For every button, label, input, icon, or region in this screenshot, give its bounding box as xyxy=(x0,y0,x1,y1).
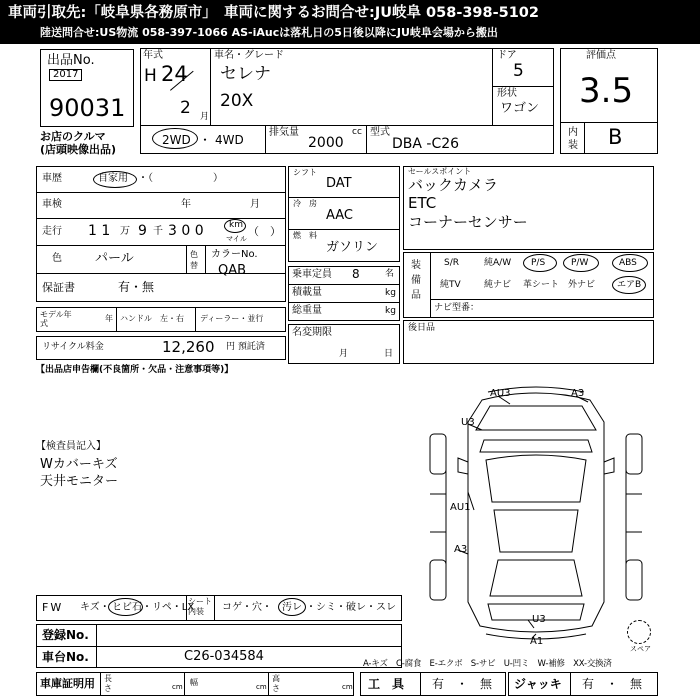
dealer-label: ディーラー・並行 xyxy=(200,314,264,323)
name-change-day: 日 xyxy=(384,349,394,359)
history-value: 自家用 xyxy=(98,173,128,184)
model-label: 型式 xyxy=(370,127,390,138)
color-change-label: 色替 xyxy=(190,250,198,270)
equip-airbag: エアB xyxy=(617,280,642,290)
drive-sep: ・ xyxy=(199,133,212,147)
name-change-label: 名変期限 xyxy=(292,327,332,338)
warranty-value: 有・無 xyxy=(118,280,155,294)
handle-label: ハンドル 左・右 xyxy=(120,314,184,323)
name-label: 車名・グレード xyxy=(214,50,284,61)
inspection-label: 車検 xyxy=(42,199,62,210)
fw-label: FW xyxy=(42,601,64,614)
recycle-value: 12,260 xyxy=(162,338,215,356)
equip-abs: ABS xyxy=(619,258,637,268)
mark-a3-top: A3 xyxy=(571,388,585,399)
spare-circle xyxy=(627,620,651,644)
interior-value: B xyxy=(608,125,623,149)
color-no-value: QAB xyxy=(218,263,247,278)
drive-2wd: 2WD xyxy=(162,133,191,147)
height-unit: cm xyxy=(342,683,353,691)
seat-stain: 汚レ xyxy=(282,602,302,613)
navi-model-label: ナビ型番： xyxy=(434,303,480,313)
shape-value: ワゴン xyxy=(500,101,540,116)
declaration-label: 【出品店申告欄(不良箇所・欠品・注意事項等)】 xyxy=(36,365,234,375)
load-unit: kg xyxy=(385,288,396,298)
capacity-value: 8 xyxy=(352,267,360,281)
inspection-year-unit: 年 xyxy=(181,199,191,210)
equip-navi: 純ナビ xyxy=(484,280,512,290)
fw-chip: ヒビ石 xyxy=(112,602,142,613)
reg-no-label: 登録No. xyxy=(42,628,89,642)
fuel-label: 燃 料 xyxy=(293,231,317,240)
mileage-man: 万 xyxy=(120,226,130,237)
inspection-month-unit: 月 xyxy=(250,199,260,210)
car-damage-diagram xyxy=(412,382,660,644)
score-label: 評価点 xyxy=(586,50,616,61)
shift-value: DAT xyxy=(326,176,352,191)
inspector-label: 【検査員記入】 xyxy=(36,441,106,452)
spare-label: スペア xyxy=(630,645,651,653)
color-label: 色 xyxy=(52,253,62,264)
fuel-value: ガソリン xyxy=(326,240,379,255)
year-era: H xyxy=(144,66,157,86)
shift-label: シフト xyxy=(293,168,317,177)
mark-u3-bottom: U3 xyxy=(532,614,546,625)
jack-value: 有 ・ 無 xyxy=(582,677,643,691)
mileage-sen: 千 xyxy=(153,226,163,237)
model-year-unit: 年 xyxy=(105,314,113,323)
length-label: 長さ xyxy=(104,674,112,693)
mark-au1: AU1 xyxy=(450,502,471,513)
later-docs-label: 後日品 xyxy=(408,323,436,333)
tools-value: 有 ・ 無 xyxy=(432,677,493,691)
model-year-label: モデル年式 xyxy=(40,310,72,328)
sales-points-label: セールスポイント xyxy=(408,167,472,176)
shape-label: 形状 xyxy=(497,88,517,99)
mileage-label: 走行 xyxy=(42,226,62,237)
inspector-note-2: 天井モニター xyxy=(40,474,119,489)
equip-tv: 純TV xyxy=(440,280,461,290)
shop-car-sublabel: (店頭映像出品) xyxy=(40,143,117,156)
lot-number: 90031 xyxy=(49,94,126,122)
weight-label: 総重量 xyxy=(292,305,322,316)
model-value: DBA -C26 xyxy=(392,136,460,152)
ac-value: AAC xyxy=(326,208,353,223)
equip-sr: S/R xyxy=(444,258,459,268)
chassis-no-value: C26-034584 xyxy=(184,649,264,664)
equip-pw: P/W xyxy=(571,258,589,268)
car-name: セレナ xyxy=(220,64,271,84)
year-label: 年式 xyxy=(143,50,163,61)
mileage-9: 9 xyxy=(138,223,147,239)
mark-a1-bottom: A1 xyxy=(530,636,544,647)
load-label: 積載量 xyxy=(292,287,322,298)
weight-unit: kg xyxy=(385,306,396,316)
doors-value: 5 xyxy=(513,61,524,81)
equip-ps: P/S xyxy=(531,258,546,268)
name-change-month: 月 xyxy=(339,349,349,359)
warranty-label: 保証書 xyxy=(42,281,75,294)
length-unit: cm xyxy=(172,683,183,691)
chassis-no-label: 車台No. xyxy=(42,650,89,664)
displacement-label: 排気量 xyxy=(269,127,299,138)
history-label: 車歴 xyxy=(42,173,62,184)
damage-legend: A-キズ C-腐食 E-エクボ S-サビ U-凹ミ W-補修 XX-交換済 xyxy=(363,659,612,669)
color-value: パール xyxy=(95,251,134,266)
equip-ext-navi: 外ナビ xyxy=(568,280,596,290)
lot-year-stamp: 2017 xyxy=(49,69,82,81)
recycle-unit: 円 預託済 xyxy=(226,342,265,352)
fw-items: キズ・ xyxy=(80,602,110,613)
seat-items: コゲ・穴・ xyxy=(222,602,272,613)
sales-point-3: コーナーセンサー xyxy=(408,213,528,231)
equipment-label: 装備品 xyxy=(411,260,421,301)
width-label: 幅 xyxy=(190,678,198,687)
seat-label: シート内装 xyxy=(188,597,212,616)
width-unit: cm xyxy=(256,683,267,691)
header-line2: 陸送問合せ:US物流 058-397-1066 AS-iAucは落札日の5日後以降にJU岐阜会場から搬出 xyxy=(40,26,498,39)
color-no-label: カラーNo. xyxy=(211,249,258,260)
score-value: 3.5 xyxy=(579,71,634,111)
lot-label: 出品No. xyxy=(47,53,95,68)
recycle-label: リサイクル料金 xyxy=(42,342,104,352)
fw-rest: ・リペ・LX xyxy=(142,602,195,613)
mark-u3-left: U3 xyxy=(461,417,475,428)
ac-label: 冷 房 xyxy=(293,199,317,208)
header-bar xyxy=(0,0,700,44)
interior-label: 内装 xyxy=(568,127,578,151)
later-docs-box xyxy=(403,320,654,364)
inspector-note-1: Wカバーキズ xyxy=(40,457,118,472)
header-line1: 車両引取先:「岐阜県各務原市」 車両に関するお問合せ:JU岐阜 058-398-5102 xyxy=(8,5,539,21)
displacement-value: 2000 xyxy=(308,135,344,151)
jack-label: ジャッキ xyxy=(514,677,562,691)
sales-point-2: ETC xyxy=(408,194,437,212)
seat-rest: ・シミ・破レ・スレ xyxy=(306,602,396,613)
capacity-label: 乗車定員 xyxy=(292,269,332,280)
history-rest: ・（ ） xyxy=(138,173,223,184)
tools-label: 工 具 xyxy=(368,677,405,691)
shop-car-label: お店のクルマ xyxy=(40,130,106,143)
mileage-11: 1 1 xyxy=(88,223,111,239)
garage-cert-label: 車庫証明用 xyxy=(40,677,95,690)
mile-unit: マイル xyxy=(226,235,247,243)
displacement-unit: cc xyxy=(352,127,362,137)
doors-label: ドア xyxy=(497,50,517,61)
capacity-unit: 名 xyxy=(385,269,395,279)
lot-number-box xyxy=(40,49,134,127)
mark-au3-top: AU3 xyxy=(490,388,511,399)
mileage-300: 3 0 0 xyxy=(168,223,204,239)
car-grade: 20X xyxy=(220,91,254,111)
equip-leather: 革シート xyxy=(523,280,560,290)
km-unit: km xyxy=(229,220,243,230)
mark-a3-left: A3 xyxy=(454,544,468,555)
equip-aw: 純A/W xyxy=(484,258,512,268)
year-value: 24 xyxy=(161,62,188,86)
height-label: 高さ xyxy=(272,674,280,693)
month-unit: 月 xyxy=(200,112,210,122)
month-value: 2 xyxy=(180,98,191,118)
drive-4wd: 4WD xyxy=(215,133,244,147)
sales-point-1: バックカメラ xyxy=(408,176,499,194)
mileage-paren: （ ） xyxy=(248,225,281,238)
